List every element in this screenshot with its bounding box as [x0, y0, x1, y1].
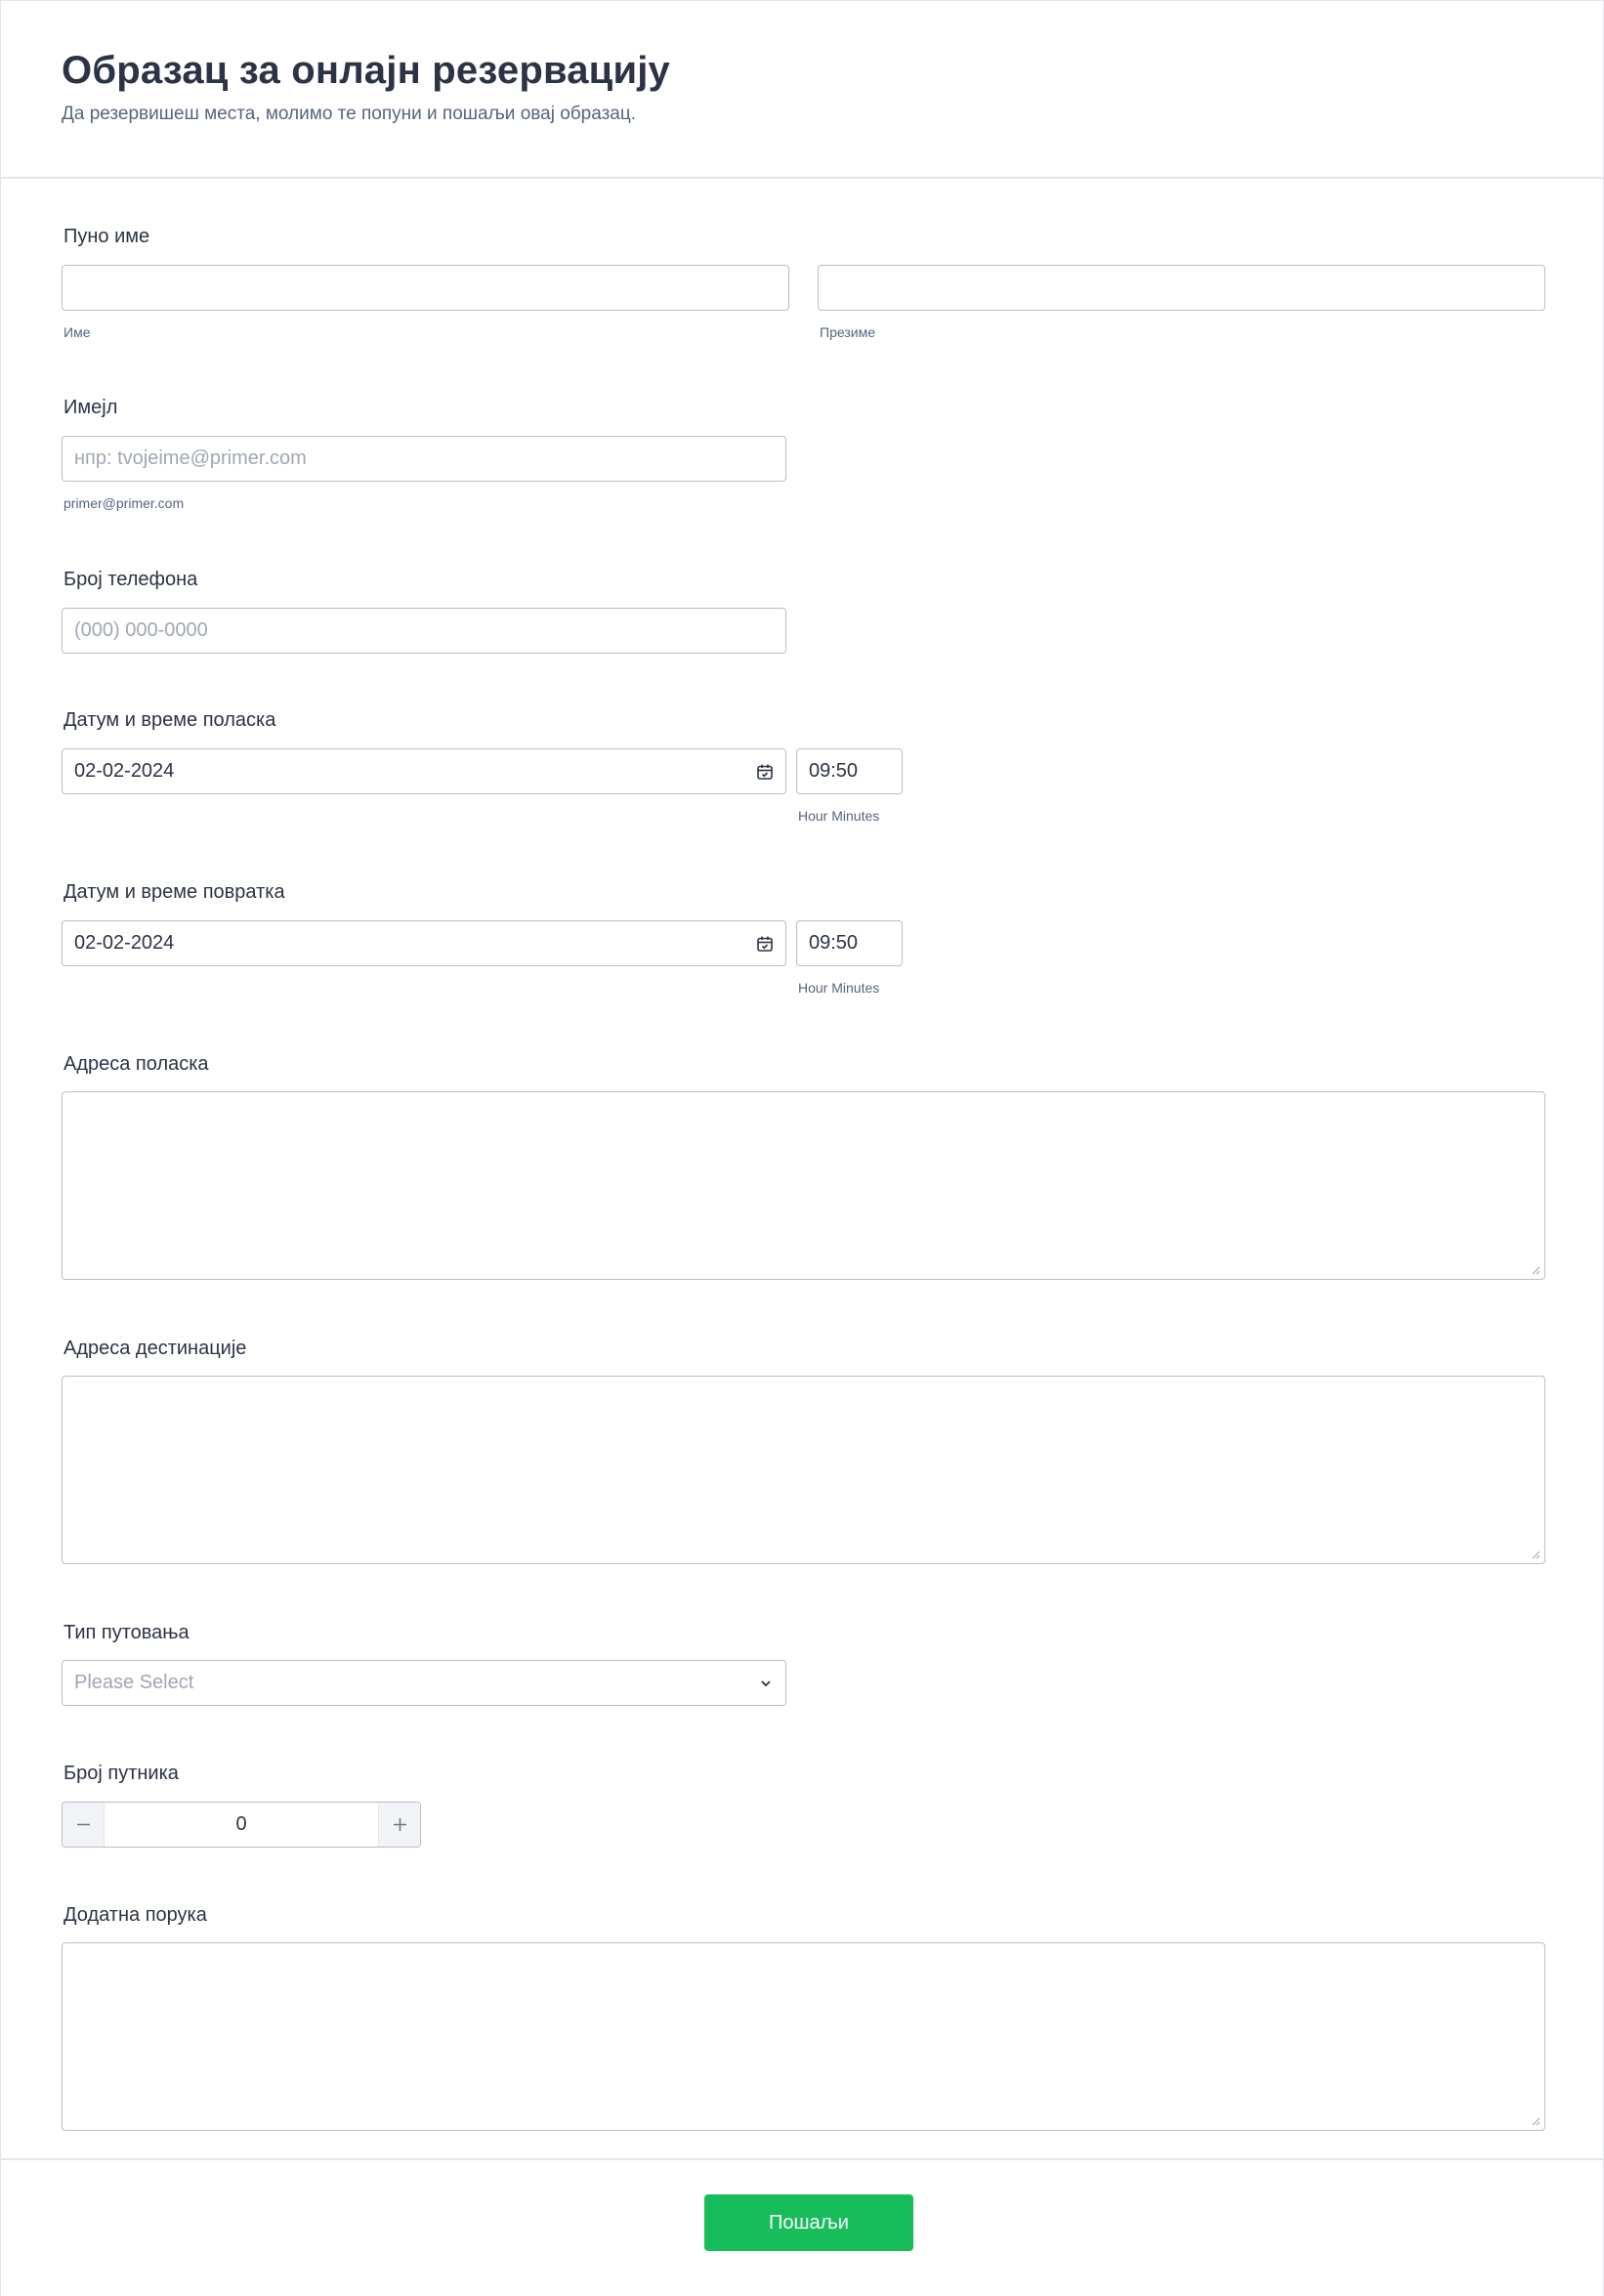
page-subtitle: Да резервишеш места, молимо те попуни и пошаљи овај образац.	[62, 104, 637, 124]
message-label: Додатна порука	[63, 1904, 207, 1926]
first-name-input[interactable]	[62, 265, 789, 311]
destination-address-textarea[interactable]	[62, 1376, 1545, 1564]
form-header	[1, 1, 1603, 179]
page-title: Образац за онлајн резервацију	[62, 49, 671, 92]
departure-date-input[interactable]: 02-02-2024	[62, 748, 786, 794]
email-sublabel: primer@primer.com	[63, 495, 185, 511]
trip-type-select[interactable]: Please Select	[62, 1660, 786, 1706]
departure-time-sublabel: Hour Minutes	[798, 808, 880, 824]
calendar-icon[interactable]	[756, 763, 774, 781]
submit-button[interactable]: Пошаљи	[704, 2194, 913, 2251]
form-footer	[1, 2158, 1603, 2296]
return-date-input[interactable]: 02-02-2024	[62, 920, 786, 966]
phone-label: Број телефона	[63, 569, 198, 590]
pickup-address-label: Адреса поласка	[63, 1053, 209, 1075]
phone-field[interactable]: (000) 000-0000	[62, 608, 786, 654]
return-time-sublabel: Hour Minutes	[798, 980, 880, 996]
resize-grip-icon[interactable]	[1531, 2116, 1541, 2126]
passengers-value[interactable]: 0	[235, 1813, 247, 1835]
message-textarea[interactable]	[62, 1942, 1545, 2131]
trip-type-label: Тип путовања	[63, 1622, 190, 1643]
email-field[interactable]: нпр: tvojeime@primer.com	[62, 436, 786, 482]
full-name-label: Пуно име	[63, 226, 150, 247]
last-name-input[interactable]	[818, 265, 1545, 311]
pickup-address-textarea[interactable]	[62, 1091, 1545, 1280]
destination-address-label: Адреса дестинације	[63, 1338, 247, 1359]
increment-button[interactable]	[378, 1803, 420, 1847]
decrement-button[interactable]	[63, 1803, 105, 1847]
email-label: Имејл	[63, 397, 118, 418]
passengers-stepper	[62, 1802, 421, 1848]
chevron-down-icon	[758, 1676, 774, 1691]
resize-grip-icon[interactable]	[1531, 1265, 1541, 1275]
plus-icon	[392, 1816, 408, 1833]
return-label: Датум и време повратка	[63, 881, 285, 903]
resize-grip-icon[interactable]	[1531, 1550, 1541, 1559]
return-time-input[interactable]: 09:50	[796, 920, 903, 966]
departure-time-input[interactable]: 09:50	[796, 748, 903, 794]
minus-icon	[75, 1816, 92, 1833]
departure-label: Датум и време поласка	[63, 709, 276, 731]
first-name-sublabel: Име	[63, 324, 91, 340]
calendar-icon[interactable]	[756, 935, 774, 953]
passengers-label: Број путника	[63, 1763, 179, 1784]
last-name-sublabel: Презиме	[820, 324, 875, 340]
